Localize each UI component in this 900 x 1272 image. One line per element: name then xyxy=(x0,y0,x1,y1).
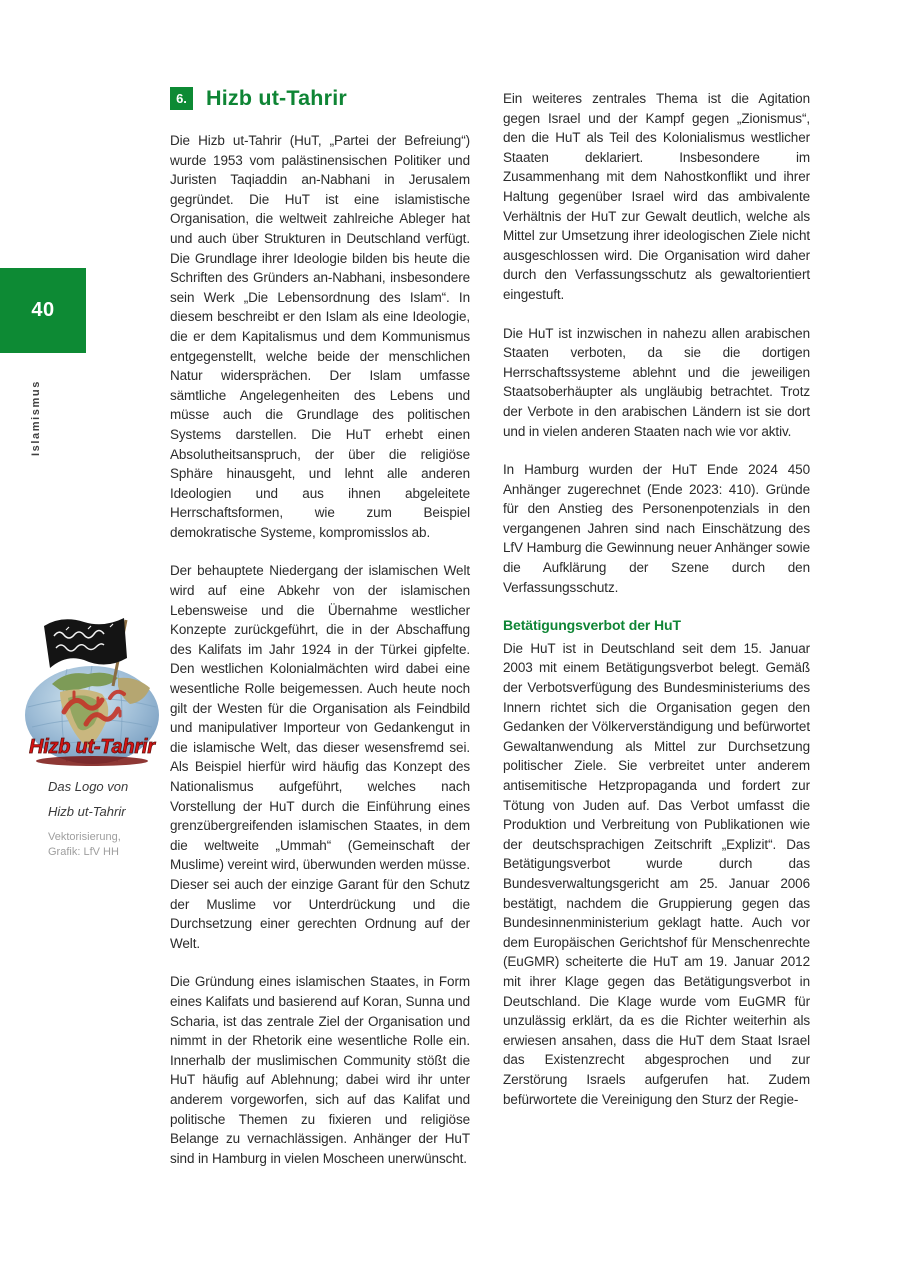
subsection-heading: Betätigungsverbot der HuT xyxy=(503,617,681,634)
paragraph: Die Hizb ut-Tahrir (HuT, „Partei der Befreiung“) wurde 1953 vom palästinensischen Politiker und Juristen Taqiaddin an-Nabhani in Jerusalem gegründet. Die HuT ist eine islamistische Organisation, die weltweit zahlreiche Ableger hat und auch über Strukturen in Deutschland verfügt. Die Grundlage ihrer Ideologie bilden bis heute die Schriften des Gründers an-Nabhani, insbesondere sein Werk „Die Lebensordnung des Islam“. In diesem beschreibt er den Islam als eine Ideologie, die er dem Kapitalismus und dem Kommunismus entgegenstellt, welche beide der menschlichen Natur widersprächen. Der Islam umfasse sämtliche Angelegenheiten des Lebens und müsse auch die Grundlage des politischen Systems darstellen. Die HuT erhebt einen Absolutheitsanspruch, der über die religiöse Sphäre hinausgeht, und lehnt alle anderen Ideologien und aus ihnen abgeleitete Herrschaftsformen, wie zum Beispiel demokratische Systeme, kompromisslos ab. xyxy=(170,133,470,540)
paragraph: Die HuT ist in Deutschland seit dem 15. Januar 2003 mit einem Betätigungsverbot belegt. Gemäß der Verbotsverfügung des Bundesministeriums des Innern richtet sich die Organisation gegen den Gedanken der Völkerverständigung und befürwortet Gewaltanwendung als Mittel zur Durchsetzung politischer Ziele. Sie verbreitet unter anderem antisemitische Hetzpropaganda und fordert zur Tötung von Juden auf. Das Verbot umfasst die Produktion und Verbreitung von Publikationen wie der deutschsprachigen Zeitschrift „Explizit“. Das Betätigungsverbot wurde durch das Bundesverwaltungsgericht am 25. Januar 2006 bestätigt, nachdem die Gruppierung gegen das Bundesinnenministerium geklagt hatte. Auch vor dem Europäischen Gerichtshof für Menschenrechte (EuGMR) scheiterte die HuT am 19. Januar 2012 mit ihrer Klage gegen das Betätigungsverbot in Deutschland. Die Klage wurde vom EuGMR für unzulässig erklärt, da es die Richter weiterhin als erwiesen ansahen, dass die HuT dem Staat Israel das Existenzrecht abgesprochen und zur Zerstörung Israels aufgerufen hat. Zudem befürwortete die Vereinigung den Sturz der Regie- xyxy=(503,640,810,1107)
hizb-ut-tahrir-logo xyxy=(22,612,162,766)
page-number-tab xyxy=(0,268,86,353)
section-label-vertical: Islamismus xyxy=(30,380,42,456)
caption-line: Hizb ut-Tahrir xyxy=(48,804,126,819)
logo-figure xyxy=(22,612,162,766)
logo-wordmark: Hizb ut-Tahrir xyxy=(29,736,155,758)
chapter-number-badge: 6. xyxy=(170,87,193,110)
left-column xyxy=(170,131,470,1187)
credit-line: Grafik: LfV HH xyxy=(48,845,119,858)
paragraph: In Hamburg wurden der HuT Ende 2024 450 Anhänger zugerechnet (Ende 2023: 410). Gründe für den Anstieg des Personenpotenzials in den vergangenen Jahren sind nach Einschätzung des LfV Hamburg die Gewinnung neuer Anhänger sowie die Aufklärung der Szene durch den Verfassungsschutz. xyxy=(503,462,810,595)
caption-line: Das Logo von xyxy=(48,779,129,794)
right-column xyxy=(503,89,810,1128)
figure-caption xyxy=(48,774,160,859)
chapter-heading xyxy=(170,86,347,111)
page-number: 40 xyxy=(31,299,55,321)
paragraph: Die HuT ist inzwischen in nahezu allen arabischen Staaten verboten, da sie die dortigen Herrschaftssysteme ablehnt und die jeweiligen Staatsoberhäupter als ungläubig betrachtet. Trotz der Verbote in den arabischen Ländern ist sie dort und in vielen anderen Staaten nach wie vor aktiv. xyxy=(503,325,810,439)
credit-line: Vektorisierung, xyxy=(48,831,121,843)
chapter-title: Hizb ut-Tahrir xyxy=(206,86,347,110)
paragraph: Der behauptete Niedergang der islamischen Welt wird auf eine Abkehr von der islamischen Lebensweise und die Übernahme westlicher Konzepte zurückgeführt, die in der Abschaffung des Kalifats im Jahr 1924 in der Türkei gipfelte. Den westlichen Kolonialmächten wird dabei eine wesentliche Rolle beigemessen. Auch heute noch gilt der Westen für die Organisation als Feindbild und manipulativer Importeur von Gedankengut in die islamische Welt, das dieser wesensfremd sei. Als Beispiel hierfür wird häufig das Konzept des Nationalismus aufgeführt, welches nach Vorstellung der HuT durch die Einführung eines grenzübergreifenden islamischen Staates, in dem die weltweite „Ummah“ (Gemeinschaft der Muslime) vereint wird, überwunden werden müsse. Dieser sei auch der einzige Garant für den Schutz der Muslime vor Unterdrückung und die Durchsetzung einer gerechten Ordnung auf der Welt. xyxy=(170,563,470,951)
paragraph: Die Gründung eines islamischen Staates, in Form eines Kalifats und basierend auf Koran, Sunna und Scharia, ist das zentrale Ziel der Organisation und nimmt in der Rhetorik eine wesentliche Rolle ein. Innerhalb der muslimischen Community stößt die HuT häufig auf Ablehnung; dabei wird ihr unter anderem vorgeworfen, sich auf das Kalifat und politische Themen zu fixieren und religiöse Belange zu vernachlässigen. Anhänger der HuT sind in Hamburg in vielen Moscheen unerwünscht. xyxy=(170,974,470,1166)
paragraph: Ein weiteres zentrales Thema ist die Agitation gegen Israel und der Kampf gegen „Zionismus“, den die HuT als Teil des Kolonialismus westlicher Staaten deklariert. Insbesondere im Zusammenhang mit dem Nahostkonflikt und ihrer Haltung gegenüber Israel wird das ambivalente Verhältnis der HuT zur Gewalt deutlich, welche als Mittel zur Umsetzung ihrer ideologischen Ziele nicht ausgeschlossen wird. Die Organisation wird daher durch den Verfassungsschutz als gewaltorientiert eingestuft. xyxy=(503,91,810,302)
